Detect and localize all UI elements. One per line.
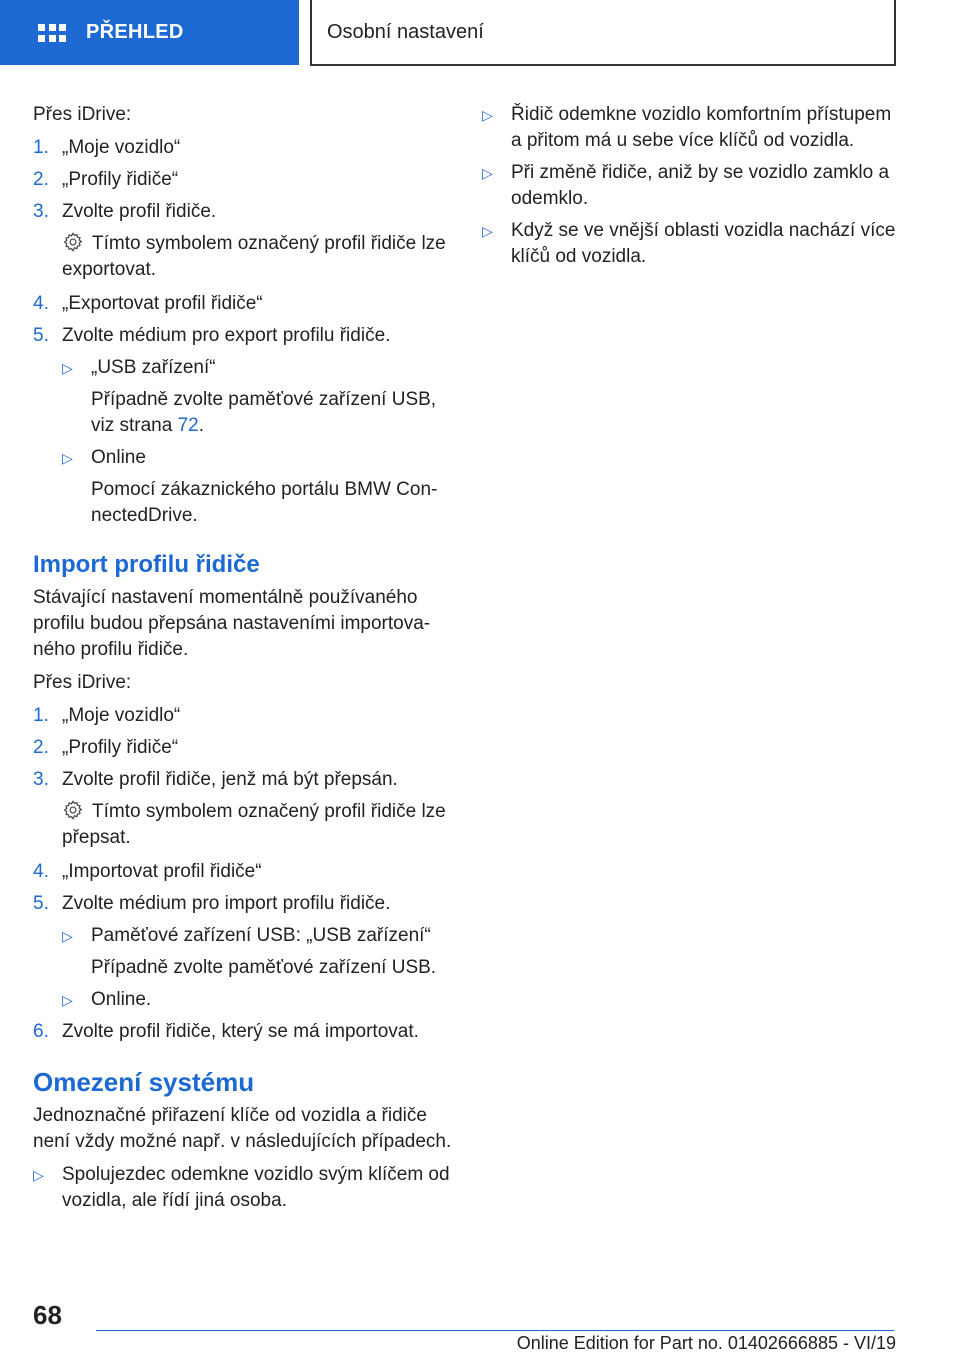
bullet-item (62, 923, 453, 949)
step-text: „Exportovat profil řidiče“ (62, 293, 263, 314)
bullet-item (482, 160, 902, 212)
overview-tab[interactable] (0, 0, 299, 65)
import-note (33, 799, 453, 851)
export-note (33, 231, 453, 283)
bullet-text: Paměťové zařízení USB: „USB zařízení“ (91, 925, 431, 946)
triangle-bullet-icon: ▷ (482, 165, 493, 181)
step-number: 4. (33, 861, 49, 882)
triangle-bullet-icon: ▷ (62, 450, 73, 466)
import-paragraph: Stávající nastavení momentálně používaného profilu budou přepsána nastaveními importova‐ného profilu řidiče. (33, 587, 431, 660)
grid-icon (38, 22, 66, 44)
step-number: 1. (33, 137, 49, 158)
step-text: „Moje vozidlo“ (62, 137, 181, 158)
step-number: 5. (33, 325, 49, 346)
step-number: 4. (33, 293, 49, 314)
triangle-bullet-icon: ▷ (482, 223, 493, 239)
bullet-item (62, 445, 453, 471)
step-number: 6. (33, 1021, 49, 1042)
bullet-item (62, 987, 453, 1013)
bullet-item (482, 218, 902, 270)
step-text: Zvolte profil řidiče, který se má importovat. (62, 1021, 419, 1042)
gear-icon (62, 799, 84, 821)
intro-text: Přes iDrive: (33, 104, 132, 125)
triangle-bullet-icon: ▷ (482, 107, 493, 123)
triangle-bullet-icon: ▷ (62, 928, 73, 944)
step-item (33, 767, 453, 793)
step-item (33, 859, 453, 885)
section-title: Osobní nastavení (310, 0, 896, 66)
step-item (33, 323, 453, 349)
note-text: Tímto symbolem označený profil řidiče lze přepsat. (62, 801, 446, 848)
bullet-text: Když se ve vnější oblasti vozidla nachází více klíčů od vozidla. (511, 220, 896, 267)
step-item (33, 199, 453, 225)
detail-text: Případně zvolte paměťové zařízení USB, viz strana (91, 389, 437, 436)
step-number: 1. (33, 705, 49, 726)
import-heading: Import profilu řidiče (33, 551, 260, 578)
detail-end: . (198, 415, 205, 436)
step-item (33, 135, 453, 161)
bullet-text: Při změně řidiče, aniž by se vozidlo zamklo a odemklo. (511, 162, 890, 209)
triangle-bullet-icon: ▷ (33, 1167, 44, 1183)
bullet-detail: Pomocí zákaznického portálu BMW Con‐nectedDrive. (91, 479, 438, 526)
page-link[interactable]: 72 (177, 415, 199, 436)
bullet-item (482, 102, 902, 154)
step-text: Zvolte profil řidiče, jenž má být přepsán. (62, 769, 398, 790)
limits-paragraph: Jednoznačné přiřazení klíče od vozidla a řidiče není vždy možné např. v následujících případech. (33, 1105, 452, 1152)
step-text: „Moje vozidlo“ (62, 705, 181, 726)
bullet-detail (62, 387, 453, 439)
footer-divider (96, 1330, 894, 1331)
bullet-text: Online (91, 447, 146, 468)
step-item (33, 891, 453, 917)
step-number: 2. (33, 169, 49, 190)
step-number: 2. (33, 737, 49, 758)
edition-text: Online Edition for Part no. 01402666885 - VI/19 (516, 1333, 896, 1353)
step-text: Zvolte profil řidiče. (62, 201, 217, 222)
page-number: 68 (33, 1300, 62, 1330)
step-item (33, 291, 453, 317)
triangle-bullet-icon: ▷ (62, 992, 73, 1008)
step-item (33, 1019, 453, 1045)
note-text: Tímto symbolem označený profil řidiče lze exportovat. (62, 233, 446, 280)
left-column (33, 102, 453, 1220)
bullet-item (33, 1162, 453, 1214)
bullet-item (62, 355, 453, 381)
step-text: Zvolte médium pro export profilu řidiče. (62, 325, 391, 346)
triangle-bullet-icon: ▷ (62, 360, 73, 376)
step-item (33, 167, 453, 193)
step-number: 5. (33, 893, 49, 914)
step-number: 3. (33, 769, 49, 790)
intro-text: Přes iDrive: (33, 672, 132, 693)
bullet-text: Spolujezdec odemkne vozidlo svým klíčem od vozidla, ale řídí jiná osoba. (62, 1164, 450, 1211)
step-text: „Profily řidiče“ (62, 737, 179, 758)
bullet-text: Online. (91, 989, 152, 1010)
gear-icon (62, 231, 84, 253)
bullet-text: Řidič odemkne vozidlo komfortním přístupem a přitom má u sebe více klíčů od vozidla. (511, 104, 892, 151)
step-text: „Importovat profil řidiče“ (62, 861, 262, 882)
bullet-detail: Případně zvolte paměťové zařízení USB. (91, 957, 437, 978)
step-item (33, 703, 453, 729)
step-item (33, 735, 453, 761)
step-text: „Profily řidiče“ (62, 169, 179, 190)
step-number: 3. (33, 201, 49, 222)
step-text: Zvolte médium pro import profilu řidiče. (62, 893, 391, 914)
limits-heading: Omezení systému (33, 1067, 255, 1097)
bullet-text: „USB zařízení“ (91, 357, 216, 378)
right-column (482, 102, 902, 276)
overview-tab-label: PŘEHLED (86, 21, 184, 43)
